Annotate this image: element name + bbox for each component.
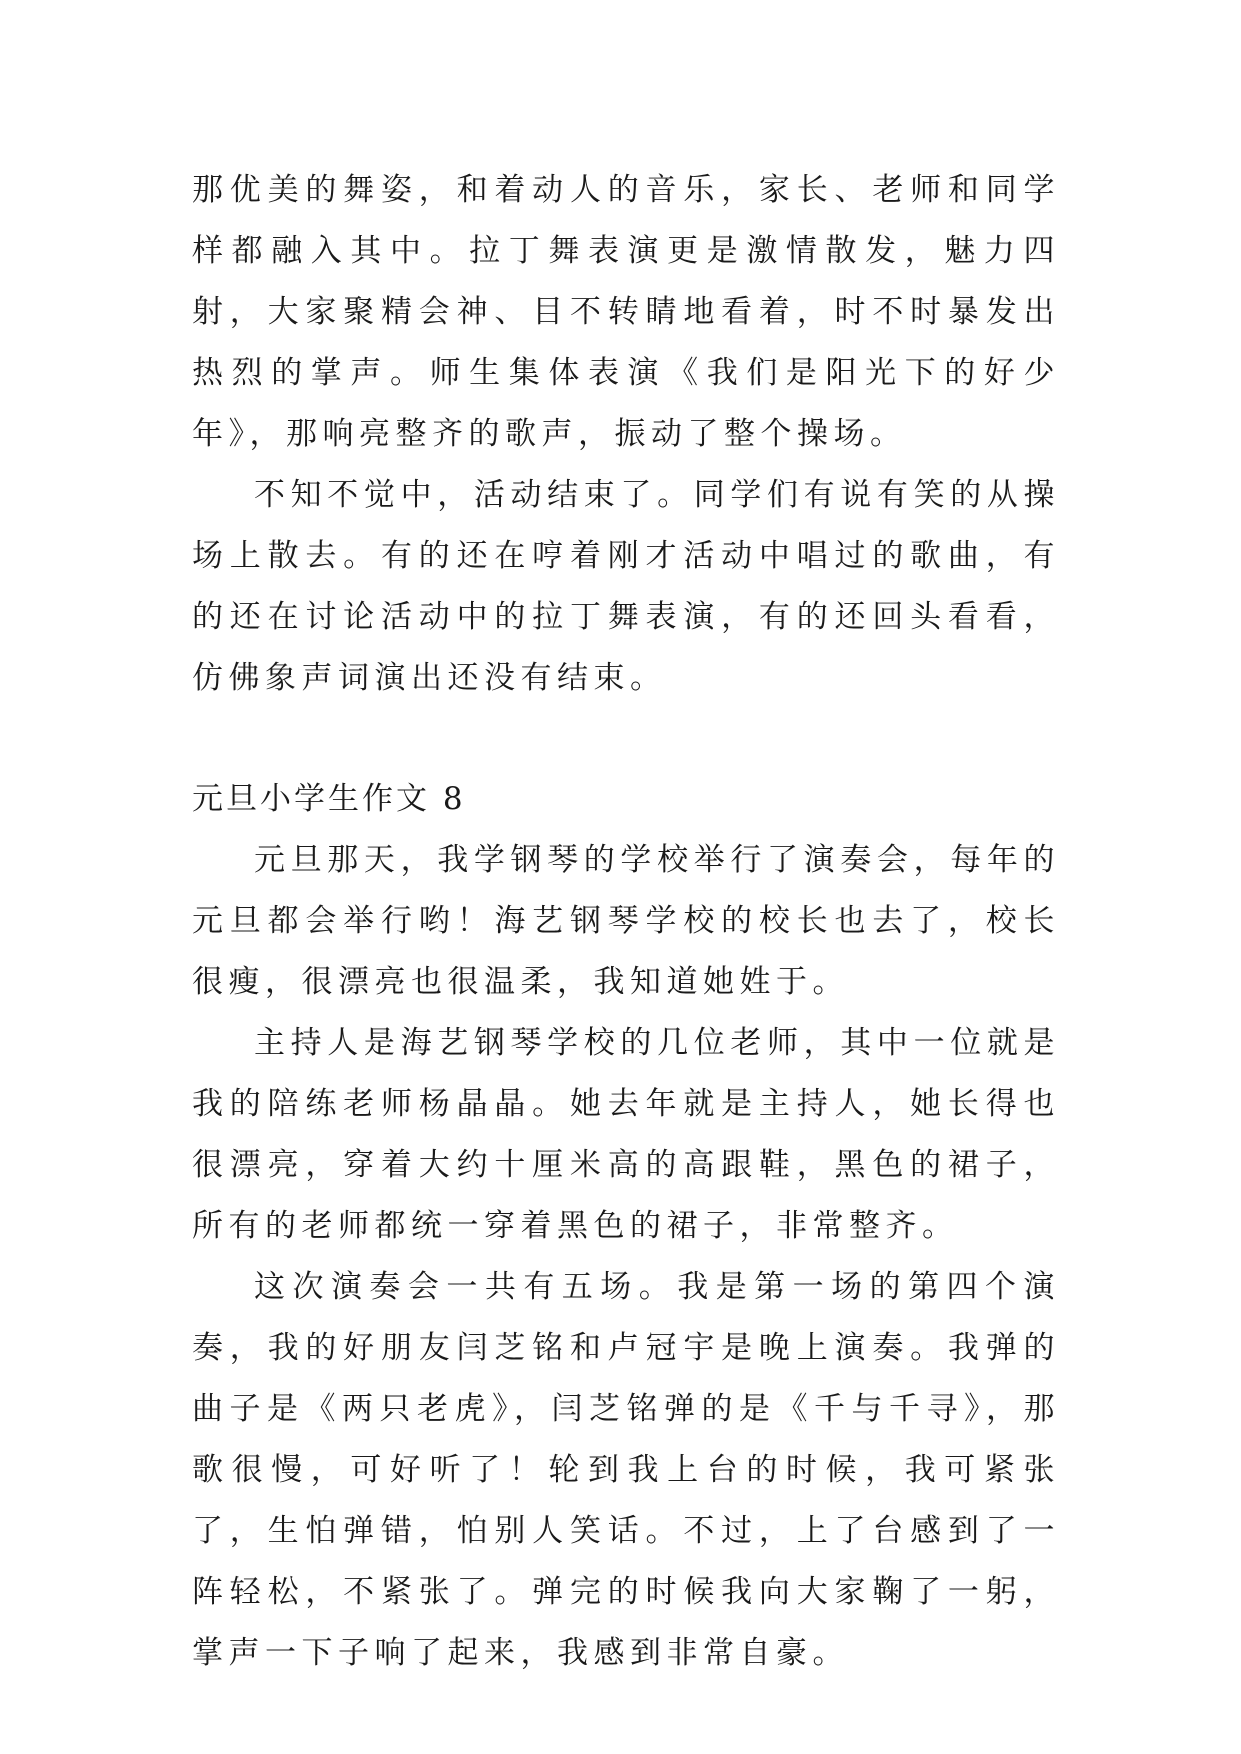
section-title: 元旦小学生作文 8 bbox=[192, 781, 466, 817]
paragraph-continued: 那优美的舞姿，和着动人的音乐，家长、老师和同学样都融入其中。拉丁舞表演更是激情散发，魅力四射，大家聚精会神、目不转睛地看着，时不时暴发出热烈的掌声。师生集体表演《我们是阳光下的好少年》，那响亮整齐的歌声，振动了整个操场。 bbox=[192, 172, 1060, 452]
paragraph: 主持人是海艺钢琴学校的几位老师，其中一位就是我的陪练老师杨晶晶。她去年就是主持人，她长得也很漂亮，穿着大约十厘米高的高跟鞋，黑色的裙子，所有的老师都统一穿着黑色的裙子，非常整齐。 bbox=[192, 1025, 1060, 1244]
document-body bbox=[192, 160, 1060, 1684]
paragraph: 元旦那天，我学钢琴的学校举行了演奏会，每年的元旦都会举行哟！海艺钢琴学校的校长也去了，校长很瘦，很漂亮也很温柔，我知道她姓于。 bbox=[192, 842, 1060, 1000]
paragraph: 不知不觉中，活动结束了。同学们有说有笑的从操场上散去。有的还在哼着刚才活动中唱过的歌曲，有的还在讨论活动中的拉丁舞表演，有的还回头看看，仿佛象声词演出还没有结束。 bbox=[192, 477, 1060, 696]
paragraph: 这次演奏会一共有五场。我是第一场的第四个演奏，我的好朋友闫芝铭和卢冠宇是晚上演奏。我弹的曲子是《两只老虎》，闫芝铭弹的是《千与千寻》，那歌很慢，可好听了！轮到我上台的时候，我可紧张了，生怕弹错，怕别人笑话。不过，上了台感到了一阵轻松，不紧张了。弹完的时候我向大家鞠了一躬，掌声一下子响了起来，我感到非常自豪。 bbox=[192, 1269, 1060, 1671]
